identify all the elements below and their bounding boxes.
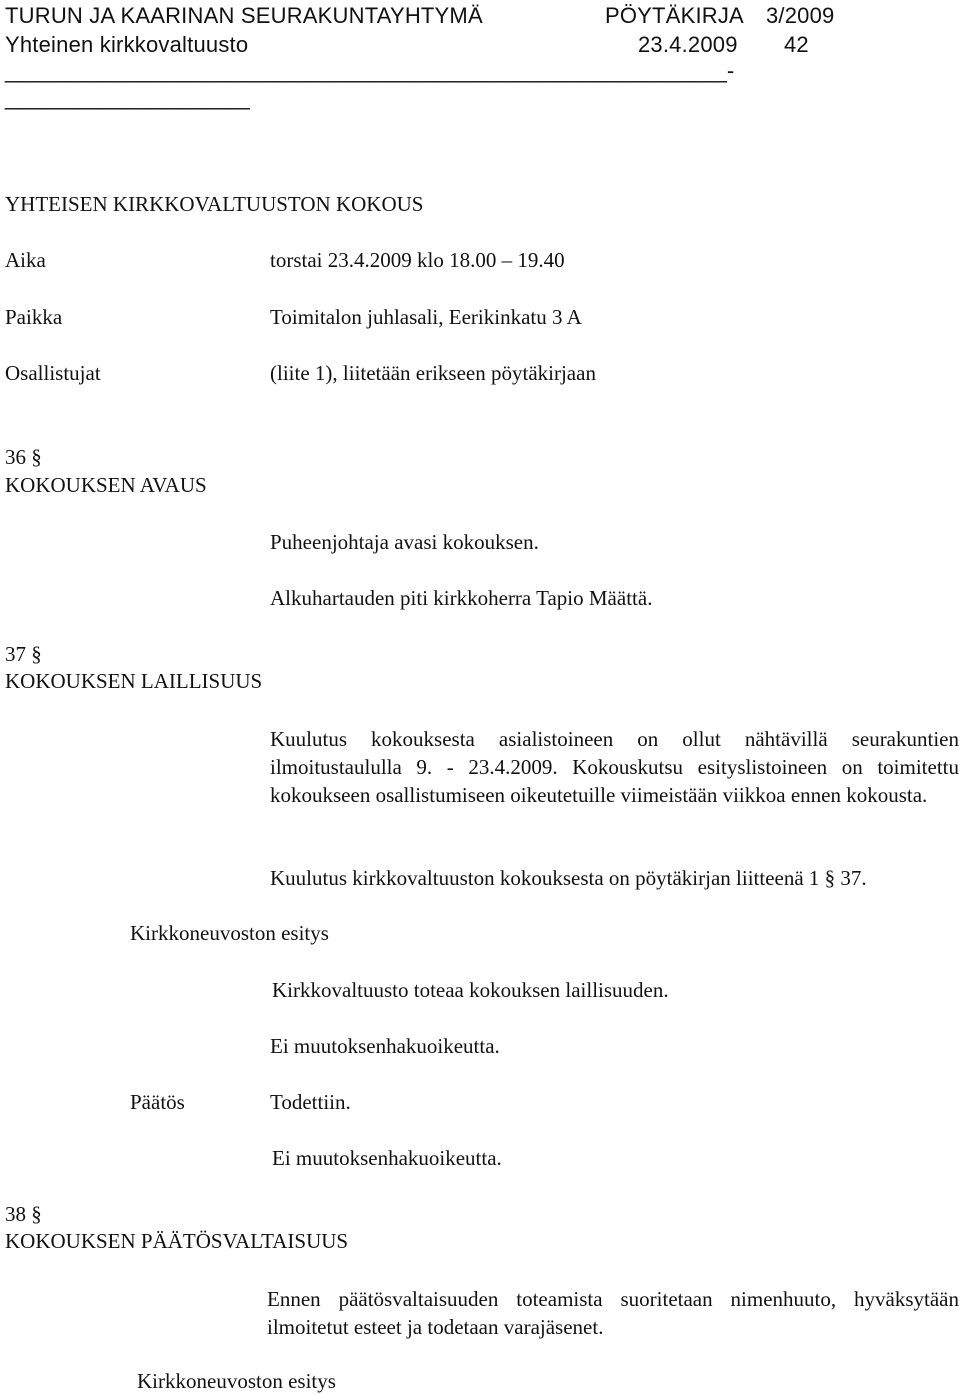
section-36-text-1: Puheenjohtaja avasi kokouksen. <box>270 530 539 554</box>
meeting-label-time: Aika <box>5 248 46 272</box>
header-rule-1: ___________________________________________________________- <box>5 58 735 83</box>
section-37-proposal-text: Kirkkovaltuusto toteaa kokouksen laillisuuden. <box>272 978 669 1002</box>
section-37-proposal-appeal: Ei muutoksenhakuoikeutta. <box>270 1034 500 1058</box>
header-rule-2: ____________________ <box>5 85 250 110</box>
header-doc-number: 3/2009 <box>766 3 835 28</box>
section-36-text-2: Alkuhartauden piti kirkkoherra Tapio Määttä. <box>270 586 653 610</box>
header-page: 42 <box>784 32 809 57</box>
header-org: TURUN JA KAARINAN SEURAKUNTAYHTYMÄ <box>5 3 483 28</box>
meeting-label-place: Paikka <box>5 305 63 329</box>
section-37-proposal-label: Kirkkoneuvoston esitys <box>130 921 329 945</box>
meeting-value-time: torstai 23.4.2009 klo 18.00 – 19.40 <box>270 248 565 272</box>
section-36-title: KOKOUKSEN AVAUS <box>5 473 207 497</box>
section-37-decision-label: Päätös <box>130 1090 185 1114</box>
section-37-attachment-note: Kuulutus kirkkovaltuuston kokouksesta on pöytäkirjan liitteenä 1 § 37. <box>270 866 867 890</box>
section-37-decision-text: Todettiin. <box>270 1090 351 1114</box>
header-date: 23.4.2009 <box>638 32 738 57</box>
section-37-decision-appeal: Ei muutoksenhakuoikeutta. <box>272 1146 502 1170</box>
section-37-number: 37 § <box>5 642 42 666</box>
header-doc-type: PÖYTÄKIRJA <box>605 3 744 28</box>
section-38-title: KOKOUKSEN PÄÄTÖSVALTAISUUS <box>5 1229 349 1253</box>
section-38-number: 38 § <box>5 1202 42 1226</box>
section-36-number: 36 § <box>5 445 42 469</box>
meeting-value-participants: (liite 1), liitetään erikseen pöytäkirjaan <box>270 361 596 385</box>
section-38-proposal-label: Kirkkoneuvoston esitys <box>137 1369 336 1393</box>
meeting-value-place: Toimitalon juhlasali, Eerikinkatu 3 A <box>270 305 582 329</box>
header-body-name: Yhteinen kirkkovaltuusto <box>5 32 249 57</box>
section-38-paragraph: Ennen päätösvaltaisuuden toteamista suoritetaan nimenhuuto, hyväksytään ilmoitetut esteet ja todetaan varajäsenet. <box>267 1287 959 1339</box>
meeting-label-participants: Osallistujat <box>5 361 101 385</box>
meeting-title: YHTEISEN KIRKKOVALTUUSTON KOKOUS <box>5 192 424 216</box>
section-37-title: KOKOUKSEN LAILLISUUS <box>5 669 263 693</box>
section-37-paragraph: Kuulutus kokouksesta asialistoineen on ollut nähtävillä seurakuntien ilmoitustaululla 9. - 23.4.2009. Kokouskutsu esityslistoineen on toimitettu kokoukseen osallistumiseen oikeutetuille viimeistään viikkoa ennen kokousta. <box>270 727 959 807</box>
